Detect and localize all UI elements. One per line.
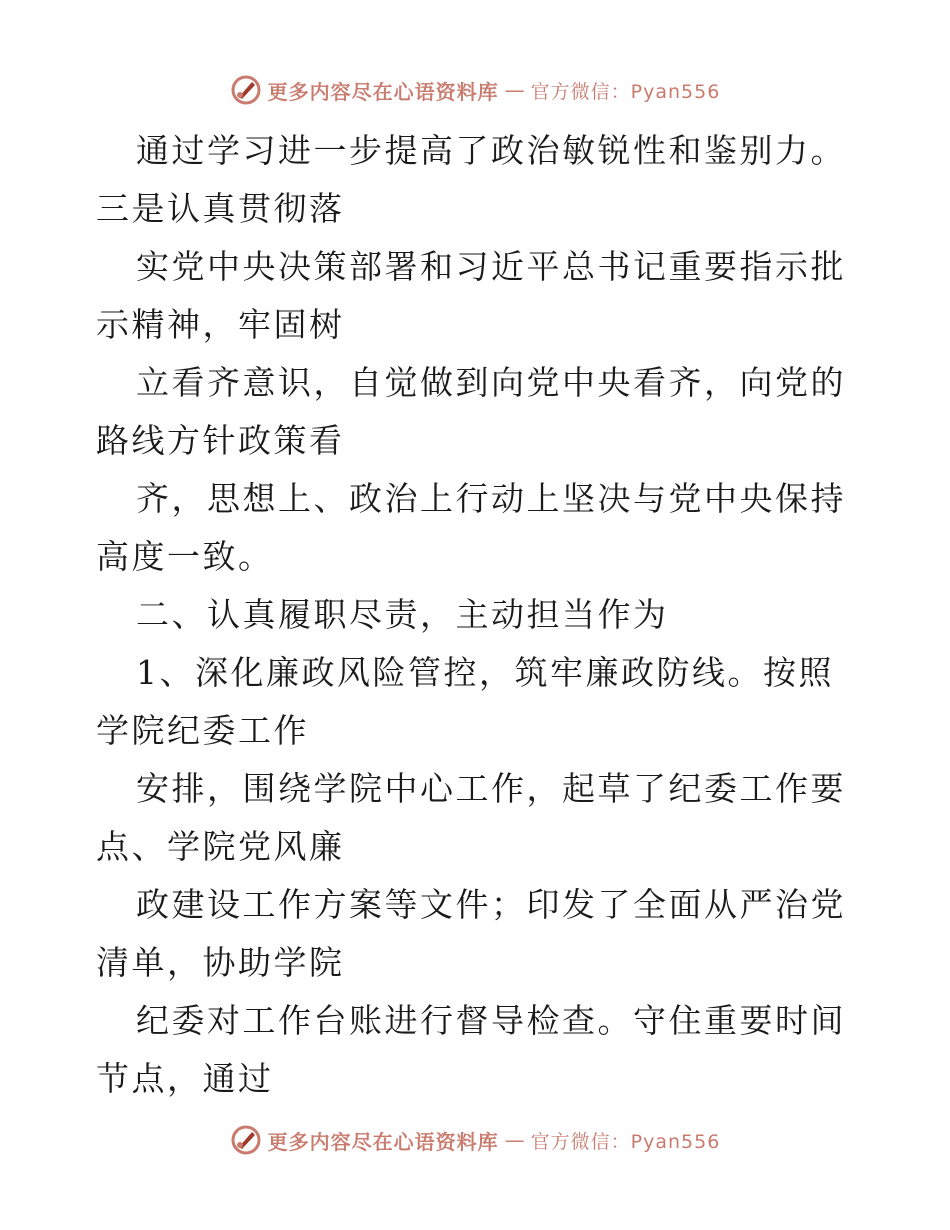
paragraph: 齐，思想上、政治上行动上坚决与党中央保持高度一致。 [96,479,846,576]
watermark-separator: — [504,78,525,102]
watermark-main-text: 更多内容尽在心语资料库 [267,79,499,104]
pen-logo-icon [230,1124,262,1156]
watermark-separator: — [504,1128,525,1152]
paragraph: 政建设工作方案等文件；印发了全面从严治党清单，协助学院 [96,885,846,982]
paragraph: 纪委对工作台账进行督导检查。守住重要时间节点，通过 [96,1001,846,1098]
watermark-sub-text: 官方微信：Pyan556 [530,80,721,103]
paragraph: 1、深化廉政风险管控，筑牢廉政防线。按照学院纪委工作 [96,653,834,750]
paragraph: 安排，围绕学院中心工作，起草了纪委工作要点、学院党风廉 [96,769,846,866]
watermark-sub-text: 官方微信：Pyan556 [530,1130,721,1153]
section-heading: 二、认真履职尽责，主动担当作为 [136,595,669,634]
watermark-footer [0,1122,950,1158]
paragraph: 实党中央决策部署和习近平总书记重要指示批示精神，牢固树 [96,247,846,344]
paragraph: 立看齐意识，自觉做到向党中央看齐，向党的路线方针政策看 [96,363,846,460]
document-body [96,122,856,1108]
watermark-main-text: 更多内容尽在心语资料库 [267,1129,499,1154]
paragraph: 通过学习进一步提高了政治敏锐性和鉴别力。三是认真贯彻落 [96,131,846,228]
watermark-header [0,72,950,108]
pen-logo-icon [230,74,262,106]
